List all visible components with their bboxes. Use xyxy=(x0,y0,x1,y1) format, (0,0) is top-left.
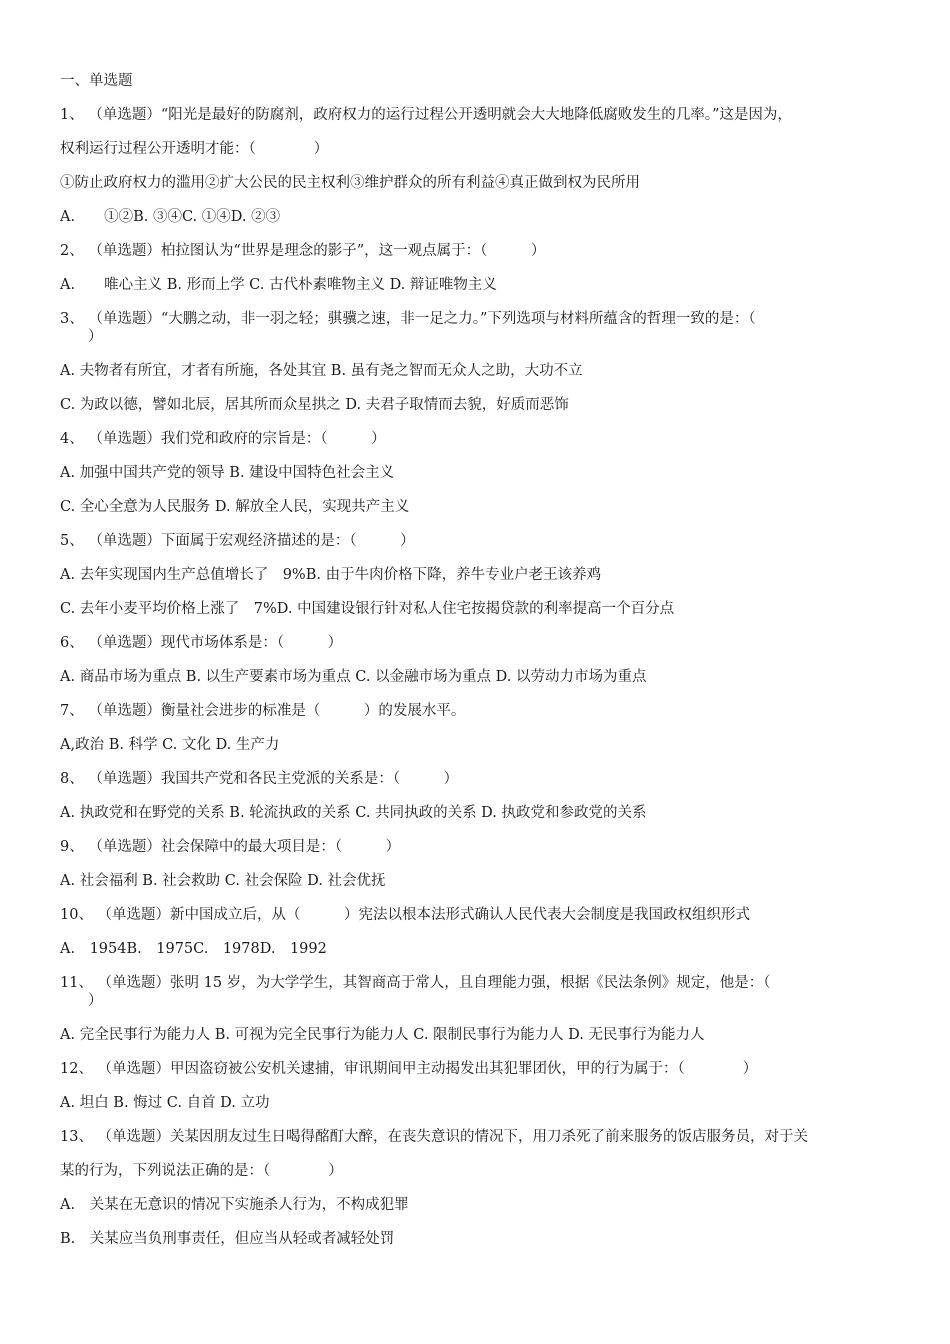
question-2-options: A. 唯心主义 B. 形而上学 C. 古代朴素唯物主义 D. 辩证唯物主义 xyxy=(60,277,497,293)
question-10-options: A. 1954B. 1975C. 1978D. 1992 xyxy=(60,941,327,957)
question-3-options-ab: A. 夫物者有所宜，才者有所施，各处其宜 B. 虽有尧之智而无众人之助，大功不立 xyxy=(60,363,583,379)
question-11-stem: 11、 （单选题）张明 15 岁，为大学学生，其智商高于常人，且自理能力强，根据《民法条例》规定，他是：（ xyxy=(60,975,771,991)
question-3-stem-continued: ） xyxy=(88,329,103,345)
question-13-option-b: B. 关某应当负刑事责任，但应当从轻或者减轻处罚 xyxy=(60,1231,395,1247)
question-7-stem: 7、 （单选题）衡量社会进步的标准是（ ）的发展水平。 xyxy=(60,703,466,719)
question-13-option-a: A. 关某在无意识的情况下实施杀人行为，不构成犯罪 xyxy=(60,1197,409,1213)
question-1-options: A. ①②B. ③④C. ①④D. ②③ xyxy=(60,209,281,225)
question-4-stem: 4、 （单选题）我们党和政府的宗旨是：（ ） xyxy=(60,431,386,447)
question-13-stem: 13、 （单选题）关某因朋友过生日喝得酩酊大醉，在丧失意识的情况下，用刀杀死了前来服务的饭店服务员，对于关 xyxy=(60,1129,809,1145)
question-9-stem: 9、 （单选题）社会保障中的最大项目是：（ ） xyxy=(60,839,401,855)
question-7-options: A,政治 B. 科学 C. 文化 D. 生产力 xyxy=(60,737,280,753)
question-11-stem-continued: ） xyxy=(88,993,103,1009)
question-5-options-cd: C. 去年小麦平均价格上涨了 7%D. 中国建设银行针对私人住宅按揭贷款的利率提高一个百分点 xyxy=(60,601,675,617)
question-5-stem: 5、 （单选题）下面属于宏观经济描述的是：（ ） xyxy=(60,533,415,549)
question-1-stem: 1、 （单选题）“阳光是最好的防腐剂，政府权力的运行过程公开透明就会大大地降低腐败发生的几率。”这是因为， xyxy=(60,107,792,123)
question-11-options: A. 完全民事行为能力人 B. 可视为完全民事行为能力人 C. 限制民事行为能力人 D. 无民事行为能力人 xyxy=(60,1027,705,1043)
question-1-statements: ①防止政府权力的滥用②扩大公民的民主权利③维护群众的所有利益④真正做到权为民所用 xyxy=(60,175,640,191)
question-8-stem: 8、 （单选题）我国共产党和各民主党派的关系是：（ ） xyxy=(60,771,459,787)
question-1-stem-continued: 权利运行过程公开透明才能：（ ） xyxy=(60,141,329,157)
question-12-stem: 12、 （单选题）甲因盗窃被公安机关逮捕，审讯期间甲主动揭发出其犯罪团伙，甲的行为属于：（ ） xyxy=(60,1061,758,1077)
question-9-options: A. 社会福利 B. 社会救助 C. 社会保险 D. 社会优抚 xyxy=(60,873,386,889)
question-10-stem: 10、 （单选题）新中国成立后，从（ ）宪法以根本法形式确认人民代表大会制度是我国政权组织形式 xyxy=(60,907,751,923)
question-4-options-ab: A. 加强中国共产党的领导 B. 建设中国特色社会主义 xyxy=(60,465,395,481)
question-3-stem: 3、 （单选题）“大鹏之动，非一羽之轻；骐骥之速，非一足之力。”下列选项与材料所蕴含的哲理一致的是：（ xyxy=(60,311,756,327)
question-2-stem: 2、 （单选题）柏拉图认为“世界是理念的影子”，这一观点属于：（ ） xyxy=(60,243,546,259)
question-8-options: A. 执政党和在野党的关系 B. 轮流执政的关系 C. 共同执政的关系 D. 执政党和参政党的关系 xyxy=(60,805,647,821)
question-6-options: A. 商品市场为重点 B. 以生产要素市场为重点 C. 以金融市场为重点 D. 以劳动力市场为重点 xyxy=(60,669,647,685)
question-6-stem: 6、 （单选题）现代市场体系是：（ ） xyxy=(60,635,343,651)
question-13-stem-continued: 某的行为，下列说法正确的是：（ ） xyxy=(60,1163,343,1179)
section-title: 一、单选题 xyxy=(60,73,133,89)
question-3-options-cd: C. 为政以德，譬如北辰，居其所而众星拱之 D. 夫君子取情而去貌，好质而恶饰 xyxy=(60,397,569,413)
question-5-options-ab: A. 去年实现国内生产总值增长了 9%B. 由于牛肉价格下降，养牛专业户老王该养鸡 xyxy=(60,567,602,583)
question-4-options-cd: C. 全心全意为人民服务 D. 解放全人民，实现共产主义 xyxy=(60,499,410,515)
question-12-options: A. 坦白 B. 悔过 C. 自首 D. 立功 xyxy=(60,1095,270,1111)
